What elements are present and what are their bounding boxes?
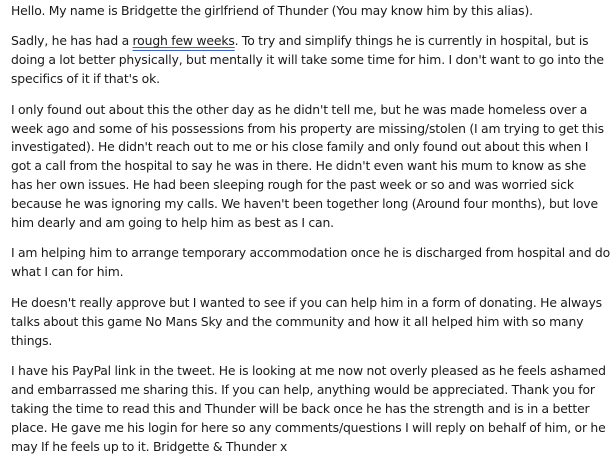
paragraph-greeting: Hello. My name is Bridgette the girlfriend of Thunder (You may know him by this alias).: [11, 3, 533, 18]
paragraph-closing: I have his PayPal link in the tweet. He is looking at me now not overly pleased as he feels ashamed and embarrassed me sharing this. If you can help, anything would be appreciated. Thank you for taking the time to read this and Thunder will be back once he has the strength and is in a better place. He gave me his login for here so any comments/questions I will reply on behalf of him, or he may If he feels up to it. Bridgette & Thunder x: [11, 363, 606, 454]
grammar-flagged-phrase[interactable]: rough few weeks: [132, 33, 235, 49]
paragraph-donation-request: He doesn't really approve but I wanted to see if you can help him in a form of donating. He always talks about this game No Mans Sky and the community and how it all helped him with so many things.: [11, 294, 602, 348]
paragraph-situation-end: . To try and simplify things he is currently in hospital, but is doing a lot better physically, but mentally it will take some time for him. I don't want to go into the specifics of it if that's ok.: [11, 33, 604, 87]
paragraph-situation-start: Sadly, he has had a: [11, 33, 133, 49]
paragraph-accommodation: I am helping him to arrange temporary accommodation once he is discharged from hospital and do what I can for him.: [11, 245, 611, 280]
paragraph-situation: [11, 32, 611, 89]
document-body: [11, 2, 611, 468]
paragraph-background: I only found out about this the other day as he didn't tell me, but he was made homeless over a week ago and some of his possessions from his property are missing/stolen (I am trying to get this investigated). He didn't reach out to me or his close family and only found out about this when I got a call from the hospital to say he was in there. He didn't even want his mum to know as she has her own issues. He had been sleeping rough for the past week or so and was worried sick because he was ignoring my calls. We haven't been together long (Around four months), but love him dearly and am going to help him as best as I can.: [11, 101, 604, 231]
